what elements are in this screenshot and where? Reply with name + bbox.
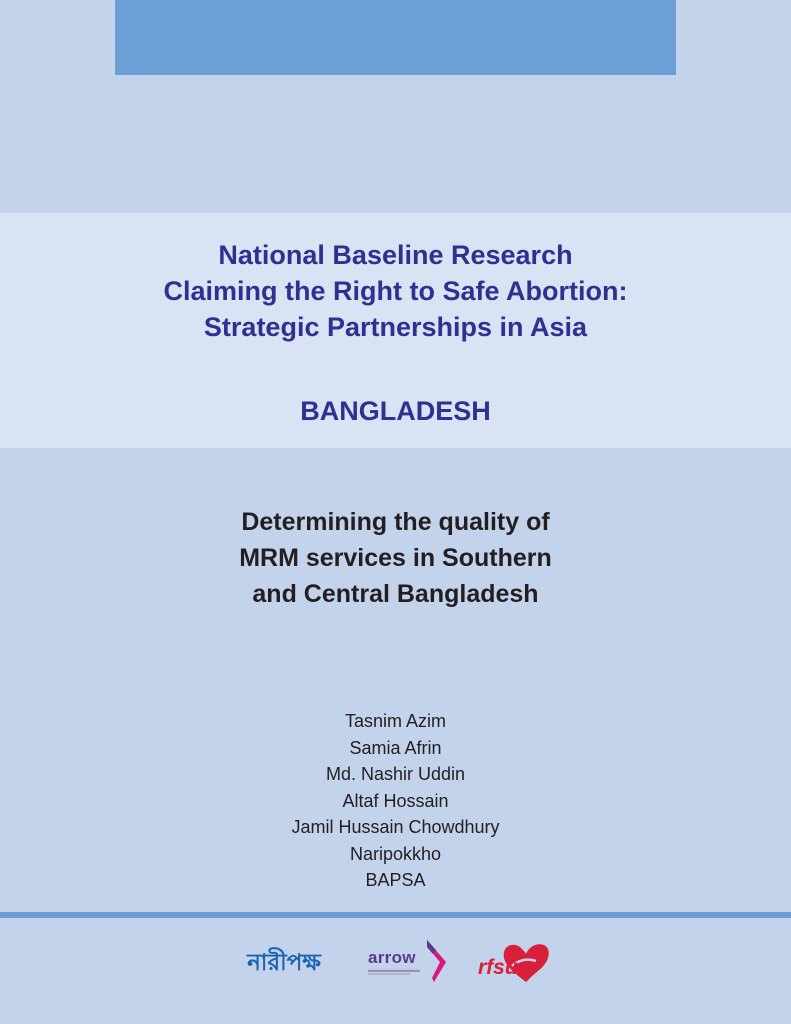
subtitle-line-2: MRM services in Southern (239, 544, 552, 572)
author-name: Tasnim Azim (344, 711, 447, 731)
author-name: Altaf Hossain (342, 790, 449, 811)
author-name: Samia Afrin (349, 737, 442, 758)
country-heading: BANGLADESH (300, 396, 491, 426)
report-subtitle (0, 504, 791, 612)
top-color-bar (115, 0, 676, 75)
author-organization: BAPSA (365, 870, 426, 890)
footer-divider (0, 912, 791, 918)
arrow-logo (366, 938, 452, 984)
author-name: Jamil Hussain Chowdhury (291, 817, 500, 837)
arrow-logo-tagline-bar (368, 973, 410, 975)
rfsu-logo (478, 940, 558, 984)
title-line-1: National Baseline Research (218, 240, 573, 270)
arrow-chevron-icon (424, 938, 448, 984)
title-line-3: Strategic Partnerships in Asia (203, 312, 588, 342)
author-name: Md. Nashir Uddin (325, 764, 466, 784)
rfsu-logo-wordmark: rfsu (478, 956, 518, 979)
subtitle-line-3: and Central Bangladesh (252, 580, 539, 608)
report-title (0, 237, 791, 345)
naripokkho-logo: নারীপক্ষ (247, 950, 321, 976)
arrow-logo-wordmark: arrow (368, 948, 416, 967)
title-line-2: Claiming the Right to Safe Abortion: (163, 276, 628, 306)
arrow-logo-tagline-bar (368, 969, 420, 972)
author-list (0, 708, 791, 894)
subtitle-line-1: Determining the quality of (241, 508, 550, 536)
author-organization: Naripokkho (349, 843, 442, 864)
